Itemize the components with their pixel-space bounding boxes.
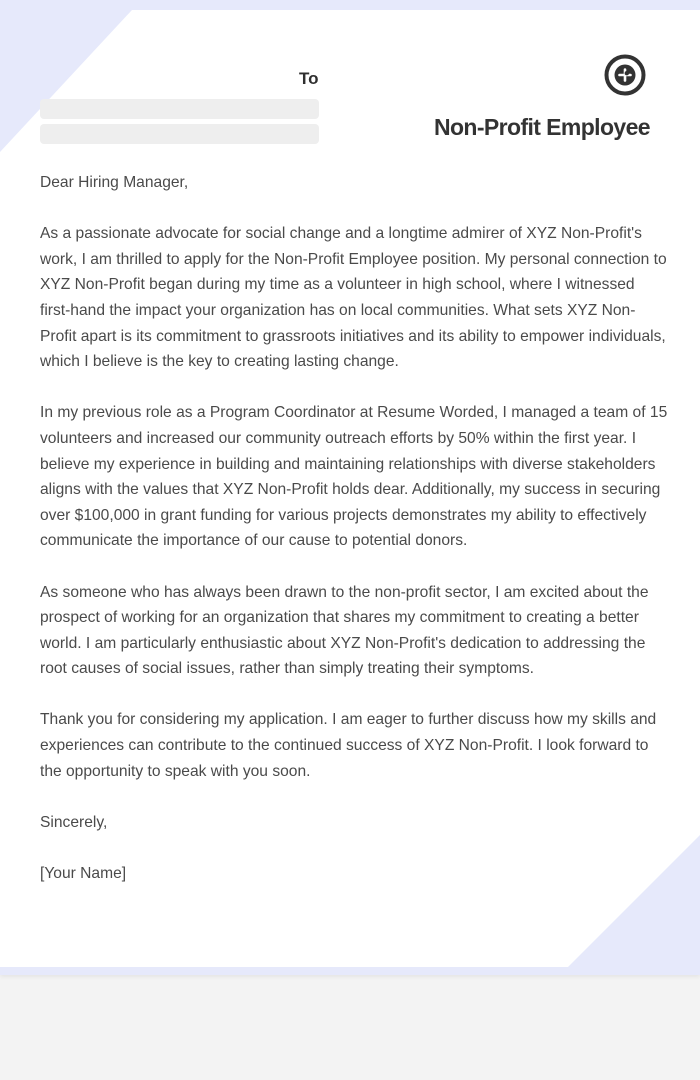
letter-paragraph: Thank you for considering my application. I am eager to further discuss how my skills and experiences can contribute to the continued success of XYZ Non-Profit. I look forward to the opportunity to speak with you soon.: [40, 711, 657, 780]
letter-paragraph: As someone who has always been drawn to the non-profit sector, I am excited about the prospect of working for an organization that shares my commitment to creating a better world. I am particularly enthusiastic about XYZ Non-Profit's dedication to addressing the root causes of social issues, rather than simply treating their symptoms.: [40, 583, 649, 678]
letter-body: [40, 170, 668, 912]
letter-closing: Sincerely,: [40, 813, 108, 831]
letter-paragraph: As a passionate advocate for social change and a longtime admirer of XYZ Non-Profit's work, I am thrilled to apply for the Non-Profit Employee position. My personal connection to XYZ Non-Profit began during my time as a volunteer in high school, where I witnessed first-hand the impact your organization has on local communities. What sets XYZ Non-Profit apart is its commitment to grassroots initiatives and its ability to empower individuals, which I believe is the key to creating lasting change.: [40, 225, 667, 371]
letter-paragraph: In my previous role as a Program Coordinator at Resume Worded, I managed a team of 15 volunteers and increased our community outreach efforts by 50% within the first year. I believe my experience in building and maintaining relationships with diverse stakeholders aligns with the values that XYZ Non-Profit holds dear. Additionally, my success in securing over $100,000 in grant funding for various projects demonstrates my ability to effectively communicate the importance of our cause to potential donors.: [40, 404, 668, 550]
job-title: Non-Profit Employee: [433, 114, 650, 140]
target-logo-icon: [604, 54, 646, 96]
recipient-name-placeholder: [40, 99, 319, 119]
recipient-to-label: To: [299, 69, 319, 88]
letter-signature: [Your Name]: [40, 865, 127, 883]
recipient-address-placeholder: [40, 124, 319, 144]
letter-greeting: Dear Hiring Manager,: [40, 174, 189, 191]
